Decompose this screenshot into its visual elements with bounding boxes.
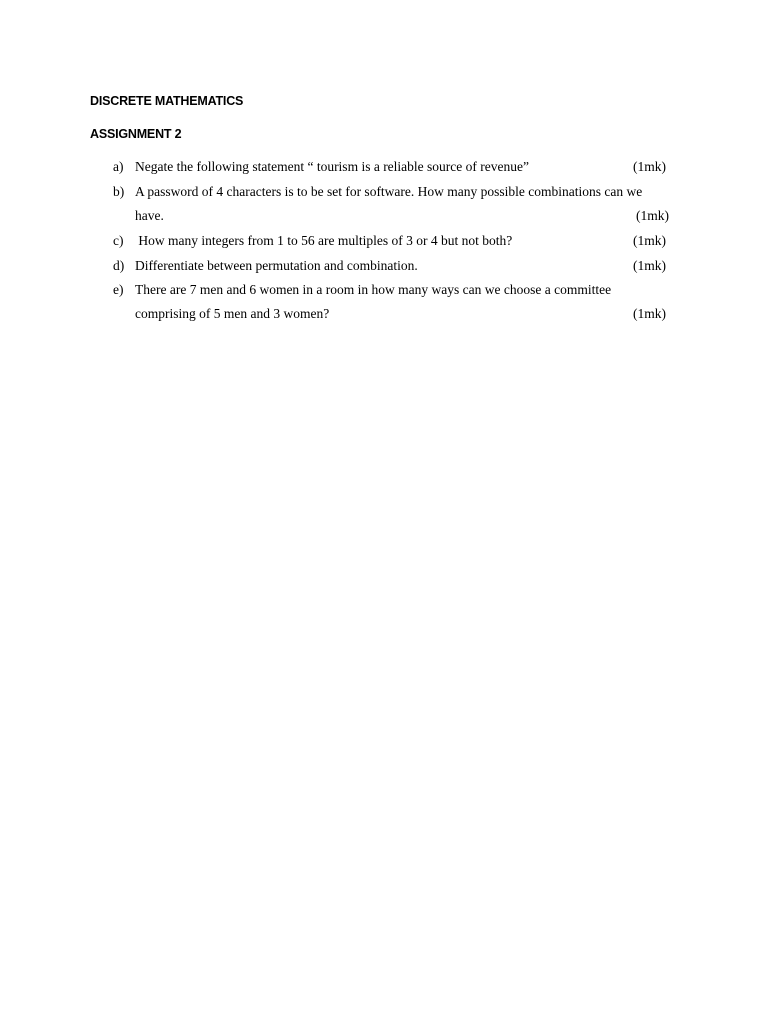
question-text-continuation: comprising of 5 men and 3 women? bbox=[135, 306, 330, 321]
question-text: Negate the following statement “ tourism is a reliable source of revenue” bbox=[135, 159, 529, 174]
question-text: A password of 4 characters is to be set for software. How many possible combinations can we bbox=[135, 184, 643, 199]
question-label: a) bbox=[113, 159, 124, 174]
question-marks: (1mk) bbox=[633, 233, 666, 248]
question-text: There are 7 men and 6 women in a room in how many ways can we choose a committee bbox=[135, 282, 612, 297]
question-text: How many integers from 1 to 56 are multiples of 3 or 4 but not both? bbox=[135, 233, 513, 248]
document-title: DISCRETE MATHEMATICS bbox=[90, 94, 244, 108]
question-marks: (1mk) bbox=[633, 258, 666, 273]
question-label: d) bbox=[113, 258, 125, 273]
question-text: Differentiate between permutation and combination. bbox=[135, 258, 418, 273]
question-text-continuation: have. bbox=[135, 208, 164, 223]
question-label: e) bbox=[113, 282, 124, 297]
question-marks: (1mk) bbox=[636, 208, 669, 223]
question-label: c) bbox=[113, 233, 124, 248]
assignment-heading: ASSIGNMENT 2 bbox=[90, 127, 182, 141]
question-marks: (1mk) bbox=[633, 159, 666, 174]
question-label: b) bbox=[113, 184, 125, 199]
question-marks: (1mk) bbox=[633, 306, 666, 321]
